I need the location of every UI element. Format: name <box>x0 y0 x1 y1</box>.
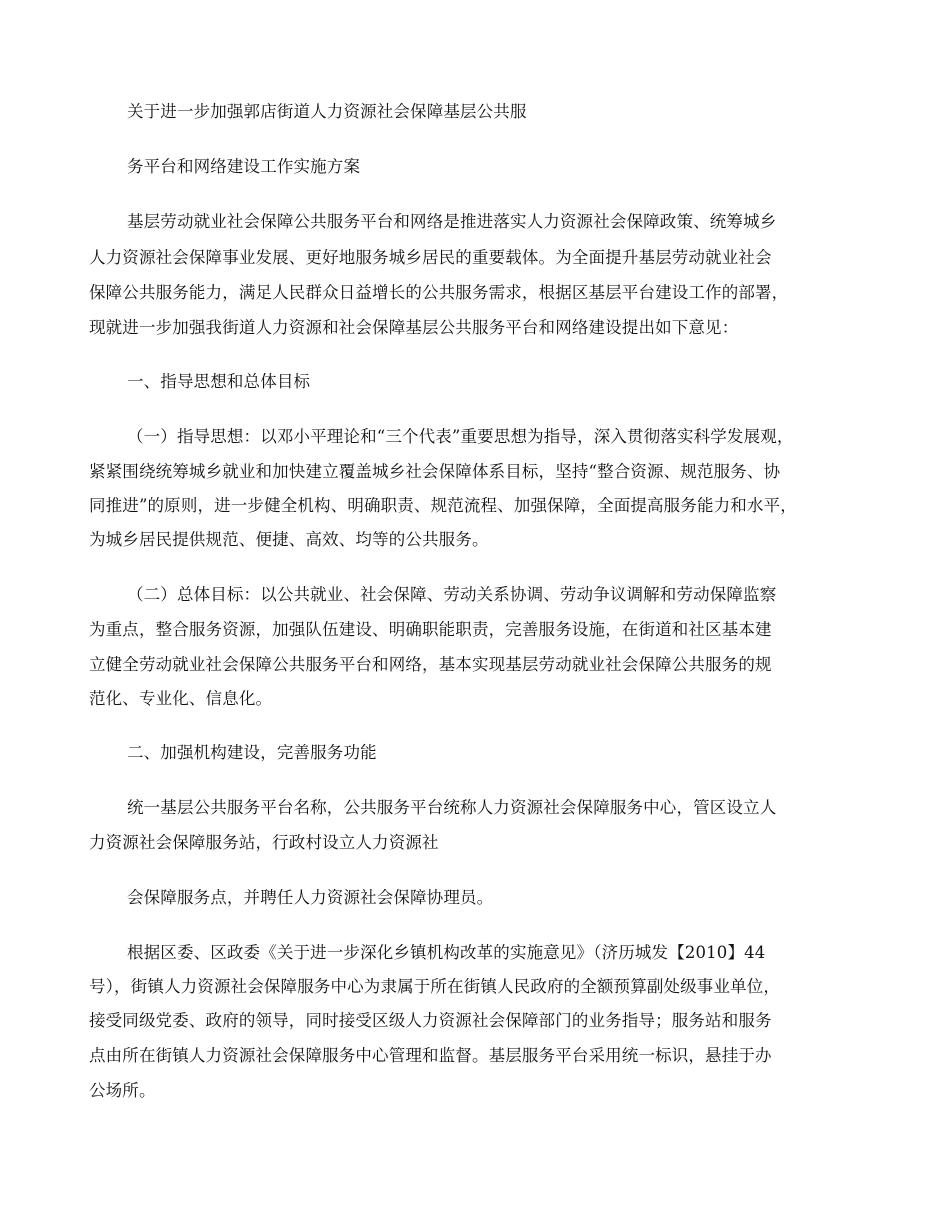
paragraph-line: 根据区委、区政委《关于进一步深化乡镇机构改革的实施意见》（济历城发【2010】44 <box>127 943 766 962</box>
section-heading-2: 二、加强机构建设，完善服务功能 <box>127 743 377 762</box>
paragraph-line: 号），街镇人力资源社会保障服务中心为隶属于所在街镇人民政府的全额预算副处级事业单位， <box>89 977 781 996</box>
paragraph-line: 接受同级党委、政府的领导，同时接受区级人力资源社会保障部门的业务指导；服务站和服务 <box>89 1011 772 1030</box>
paragraph-line: 范化、专业化、信息化。 <box>89 689 273 708</box>
paragraph-line: 点由所在街镇人力资源社会保障服务中心管理和监督。基层服务平台采用统一标识，悬挂于办 <box>89 1046 772 1065</box>
document-title-line-1: 关于进一步加强郭店街道人力资源社会保障基层公共服 <box>127 102 527 121</box>
paragraph-line: 同推进”的原则，进一步健全机构、明确职责、规范流程、加强保障，全面提高服务能力和水平， <box>89 496 797 515</box>
document-title-line-2: 务平台和网络建设工作实施方案 <box>127 157 361 176</box>
paragraph-line: 统一基层公共服务平台名称，公共服务平台统称人力资源社会保障服务中心，管区设立人 <box>127 798 777 817</box>
paragraph-line: （二）总体目标：以公共就业、社会保障、劳动关系协调、劳动争议调解和劳动保障监察 <box>127 585 777 604</box>
paragraph-line: 力资源社会保障服务站，行政村设立人力资源社 <box>89 833 439 852</box>
section-heading-1: 一、指导思想和总体目标 <box>127 372 311 391</box>
paragraph-line: 紧紧围绕统筹城乡就业和加快建立覆盖城乡社会保障体系目标，坚持“整合资源、规范服务、协 <box>89 462 781 481</box>
paragraph-line: 基层劳动就业社会保障公共服务平台和网络是推进落实人力资源社会保障政策、统筹城乡 <box>127 212 777 231</box>
paragraph-line: （一）指导思想：以邓小平理论和“三个代表”重要思想为指导，深入贯彻落实科学发展观， <box>127 427 794 446</box>
paragraph-line: 保障公共服务能力，满足人民群众日益增长的公共服务需求，根据区基层平台建设工作的部署， <box>89 283 789 302</box>
paragraph-line: 立健全劳动就业社会保障公共服务平台和网络，基本实现基层劳动就业社会保障公共服务的规 <box>89 655 772 674</box>
paragraph-line: 为重点，整合服务资源，加强队伍建设、明确职能职责，完善服务设施，在街道和社区基本建 <box>89 620 772 639</box>
paragraph-line: 人力资源社会保障事业发展、更好地服务城乡居民的重要载体。为全面提升基层劳动就业社会 <box>89 248 772 267</box>
paragraph-line: 为城乡居民提供规范、便捷、高效、均等的公共服务。 <box>89 530 489 549</box>
unify-continuation-paragraph: 会保障服务点，并聘任人力资源社会保障协理员。 <box>127 888 494 907</box>
paragraph-line: 现就进一步加强我街道人力资源和社会保障基层公共服务平台和网络建设提出如下意见： <box>89 318 739 337</box>
paragraph-line: 公场所。 <box>89 1081 156 1100</box>
